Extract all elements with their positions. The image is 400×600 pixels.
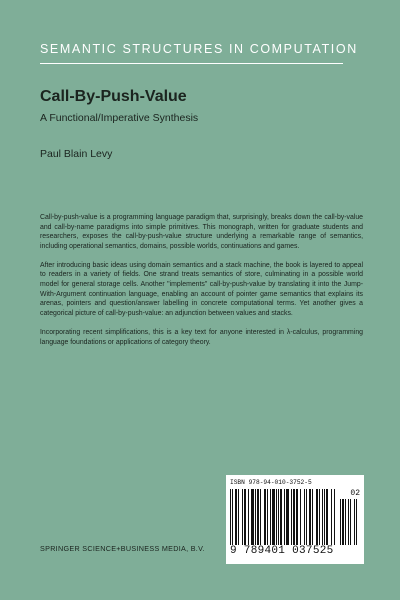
barcode-bar — [312, 489, 313, 545]
barcode-addon: 02 — [350, 489, 360, 498]
barcode-bar — [286, 489, 289, 545]
barcode-number: 9 789401 037525 — [230, 545, 334, 557]
isbn-label: ISBN 978-94-010-3752-5 — [230, 479, 312, 486]
book-title: Call-By-Push-Value — [40, 88, 187, 105]
barcode-bar — [235, 489, 237, 545]
blurb — [40, 213, 363, 357]
barcode-bar — [300, 489, 301, 545]
author-name: Paul Blain Levy — [40, 148, 113, 160]
barcode-bar — [238, 489, 239, 545]
barcode-bar — [248, 489, 249, 545]
barcode-bar — [255, 489, 256, 545]
barcode-bar — [306, 489, 307, 545]
barcode-bar — [260, 489, 261, 545]
barcode-bar — [296, 489, 298, 545]
barcode-bar — [334, 489, 335, 545]
barcode-bar — [293, 489, 295, 545]
barcode-bar — [356, 499, 357, 545]
blurb-paragraph: Call-by-push-value is a programming language paradigm that, surprisingly, breaks down the call-by-value and call-by-name paradigms into simple primitives. This monograph, written for graduate students and researchers, exposes the call-by-push-value structure underlying a remarkable range of semantics, including operational semantics, domains, possible worlds, continuations and games. — [40, 214, 363, 250]
series-title: SEMANTIC STRUCTURES IN COMPUTATION — [40, 42, 358, 56]
barcode-addon-bars — [340, 499, 360, 545]
book-subtitle: A Functional/Imperative Synthesis — [40, 112, 199, 124]
barcode-bar — [278, 489, 279, 545]
series-rule — [40, 63, 343, 64]
barcode-bar — [270, 489, 271, 545]
barcode-bar — [345, 499, 346, 545]
barcode-bar — [244, 489, 246, 545]
barcode-bar — [276, 489, 277, 545]
barcode-bar — [331, 489, 332, 545]
barcode-bar — [284, 489, 285, 545]
barcode-bar — [280, 489, 282, 545]
barcode-bar — [267, 489, 268, 545]
barcode-bar — [232, 489, 233, 545]
barcode-bar — [316, 489, 318, 545]
barcode-box — [226, 475, 364, 564]
barcode-bar — [354, 499, 355, 545]
barcode-bars — [230, 489, 336, 545]
barcode-bar — [324, 489, 325, 545]
barcode-bar — [350, 499, 351, 545]
barcode-bar — [272, 489, 275, 545]
barcode-bar — [264, 489, 266, 545]
barcode-bar — [340, 499, 341, 545]
barcode-bar — [322, 489, 323, 545]
barcode-bar — [309, 489, 311, 545]
blurb-paragraph: Incorporating recent simplifications, this is a key text for anyone interested in λ-calculus, programming language foundations or applications of category theory. — [40, 328, 363, 346]
barcode-bar — [291, 489, 292, 545]
barcode-bar — [242, 489, 243, 545]
barcode-bar — [348, 499, 349, 545]
blurb-paragraph: After introducing basic ideas using domain semantics and a stack machine, the book is layered to appeal to readers in a variety of fields. One strand treats semantics of store, culminating in a possible world model for general storage cells. Another "implements" call-by-push-value by translating it into the Jump-With-Argument continuation language, enabling an account of pointer game semantics that explains its arenas, pointers and question/answer labelling in concrete computational terms. Yet another gives a categorical picture of call-by-push-value: an adjunction between values and stacks. — [40, 261, 363, 317]
barcode-bar — [251, 489, 254, 545]
barcode-bar — [304, 489, 305, 545]
barcode-bar — [319, 489, 320, 545]
barcode-bar — [257, 489, 259, 545]
barcode-bar — [342, 499, 344, 545]
barcode-bar — [326, 489, 328, 545]
publisher-name: SPRINGER SCIENCE+BUSINESS MEDIA, B.V. — [40, 544, 205, 553]
barcode-bar — [230, 489, 231, 545]
